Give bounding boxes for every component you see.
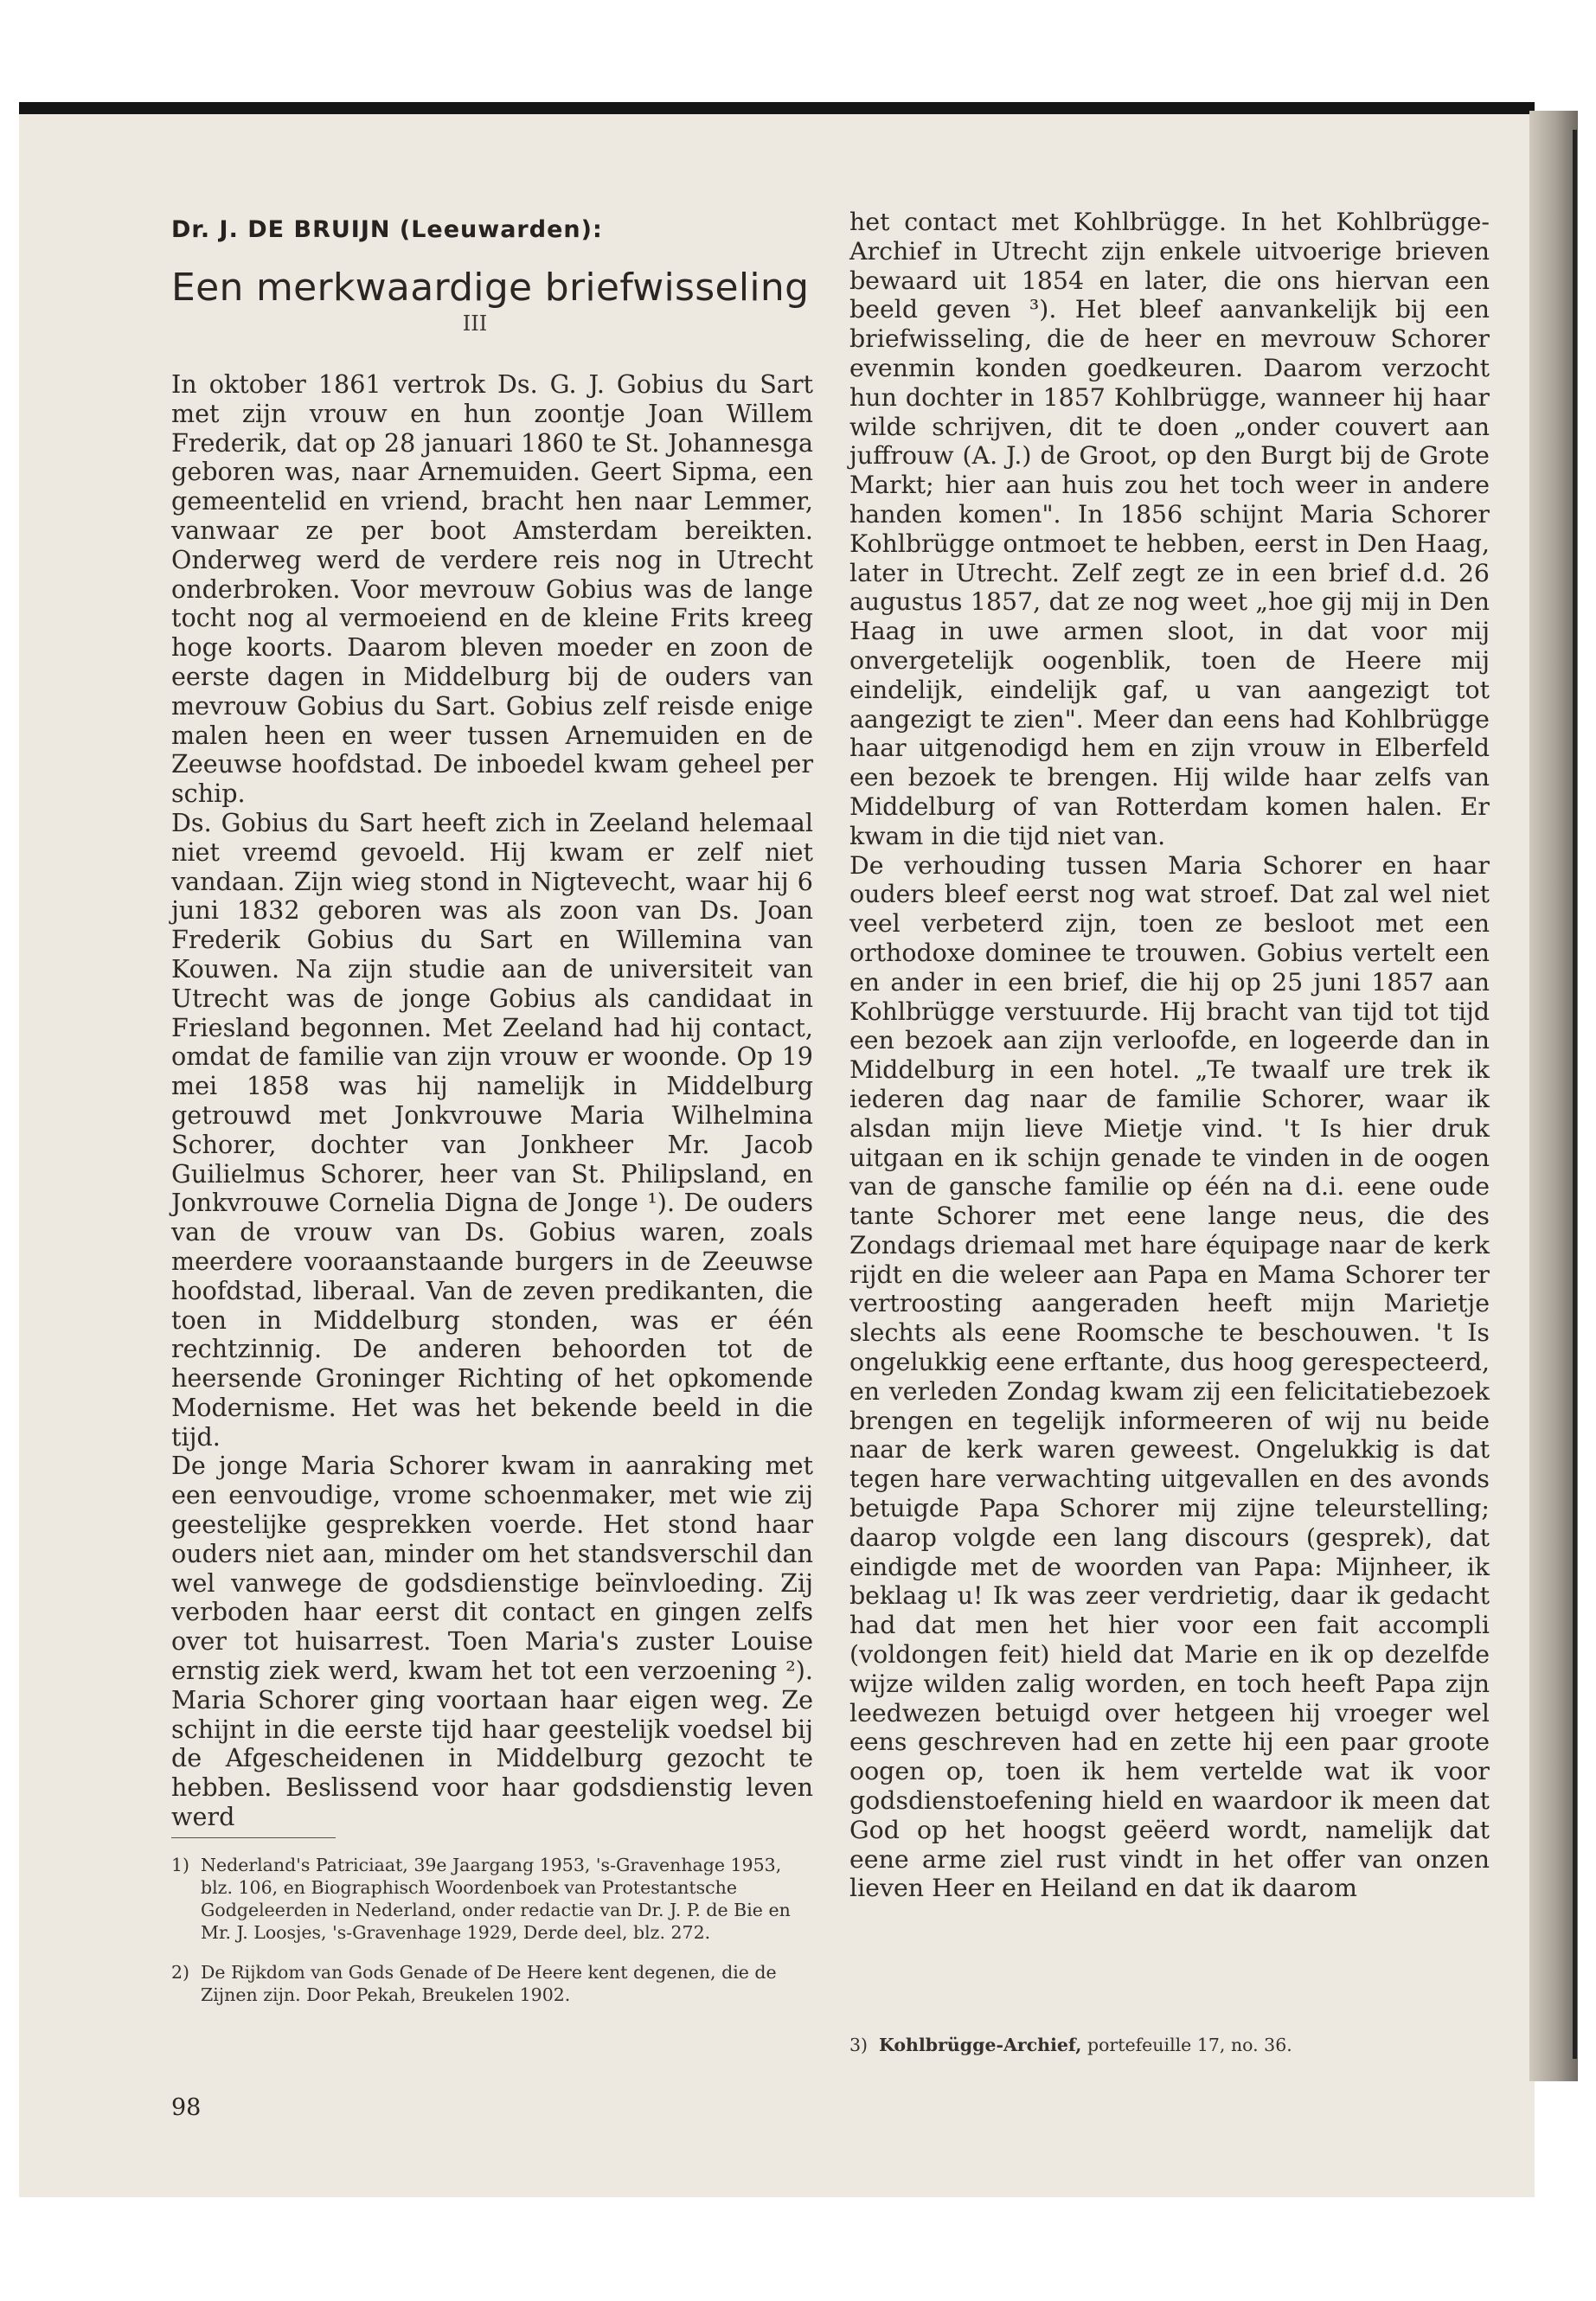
footnote-text bbox=[879, 2035, 1490, 2055]
footnote-text: Nederland's Patriciaat, 39e Jaargang 1953, 's-Gravenhage 1953, blz. 106, en Biographisch Woordenboek van Protestantsche Godgeleerden in Nederland, onder redactie van Dr. J. P. de Bie en Mr. J. Loosjes, 's-Gravenhage 1929, Derde deel, blz. 272. bbox=[201, 1854, 791, 1943]
footnote-number: 2) bbox=[171, 1961, 190, 1983]
footnotes bbox=[171, 1854, 813, 2006]
page-edge bbox=[1529, 111, 1578, 2081]
right-body bbox=[849, 208, 1490, 1903]
article-author: Dr. J. DE BRUIJN (Leeuwarden): bbox=[171, 216, 603, 243]
paragraph: De verhouding tussen Maria Schorer en haar ouders bleef eerst nog wat stroef. Dat zal wel niet veel verbeterd zijn, toen ze besloot met een orthodoxe dominee te trouwen. Gobius vertelt een en ander in een brief, die hij op 25 juni 1857 aan Kohlbrügge verstuurde. Hij bracht van tijd tot tijd een bezoek aan zijn verloofde, en logeerde dan in Middelburg in een hotel. „Te twaalf ure trek ik iederen dag naar de familie Schorer, waar ik alsdan mijn lieve Mietje vind. 't Is hier druk uitgaan en ik schijn genade te vinden in de oogen van de gansche familie op één na d.i. eene oude tante Schorer met eene lange neus, die des Zondags driemaal met hare équipage naar de kerk rijdt en die weleer aan Papa en Mama Schorer ter vertroosting aangeraden heeft mijn Marietje slechts als eene Roomsche te beschouwen. 't Is ongelukkig eene erftante, dus hoog gerespecteerd, en verleden Zondag kwam zij een felicitatiebezoek brengen en tegelijk informeeren of wij nu beide naar de kerk waren geweest. Ongelukkig is dat tegen hare verwachting uitgevallen en des avonds betuigde Papa Schorer mij zijne teleurstelling; daarop volgde een lang discours (gesprek), dat eindigde met de woorden van Papa: Mijnheer, ik beklaag u! Ik was zeer verdrietig, daar ik gedacht had dat men het hier voor een fait accompli (voldongen feit) hield dat Marie en ik op dezelfde wijze wilden zalig worden, en toch heeft Papa zijn leedwezen betuigd over hetgeen hij vroeger wel eens geschreven had en zette hij een paar groote oogen op, toen ik hem vertelde wat ik voor godsdienstoefening hield en waardoor ik meen dat God op het hoogst geëerd wordt, namelijk dat eene arme ziel rust vindt in het offer van onzen lieven Heer en Heiland en dat ik daarom bbox=[849, 850, 1490, 1903]
footnote bbox=[849, 2035, 1490, 2055]
paragraph: Ds. Gobius du Sart heeft zich in Zeeland helemaal niet vreemd gevoeld. Hij kwam er zelf niet vandaan. Zijn wieg stond in Nigtevecht, waar hij 6 juni 1832 geboren was als zoon van Ds. Joan Frederik Gobius du Sart en Willemina van Kouwen. Na zijn studie aan de universiteit van Utrecht was de jonge Gobius als candidaat in Friesland begonnen. Met Zeeland had hij contact, omdat de familie van zijn vrouw er woonde. Op 19 mei 1858 was hij namelijk in Middelburg getrouwd met Jonkvrouwe Maria Wilhelmina Schorer, dochter van Jonkheer Mr. Jacob Guilielmus Schorer, heer van St. Philipsland, en Jonkvrouwe Cornelia Digna de Jonge ¹). De ouders van de vrouw van Ds. Gobius waren, zoals meerdere vooraanstaande burgers in de Zeeuwse hoofdstad, liberaal. Van de zeven predikanten, die toen in Middelburg stonden, was er één rechtzinnig. De anderen behoorden tot de heersende Groninger Richting of het opkomende Modernisme. Het was het bekende beeld in die tijd. bbox=[171, 807, 813, 1452]
article-title: Een merkwaardige briefwisseling bbox=[171, 266, 810, 310]
paragraph: De jonge Maria Schorer kwam in aanraking met een eenvoudige, vrome schoenmaker, met wie zij geestelijke gesprekken voerde. Het stond haar ouders niet aan, minder om het standsverschil dan wel vanwege de godsdienstige beïnvloeding. Zij verboden haar eerst dit contact en gingen zelfs over tot huisarrest. Toen Maria's zuster Louise ernstig ziek werd, kwam het tot een verzoening ²). Maria Schorer ging voortaan haar eigen weg. Ze schijnt in die eerste tijd haar geestelijk voedsel bij de Afgescheidenen in Middelburg gezocht te hebben. Beslissend voor haar godsdienstig leven werd bbox=[171, 1451, 813, 1832]
footnote-text: De Rijkdom van Gods Genade of De Heere kent degenen, die de Zijnen zijn. Door Pekah, Breukelen 1902. bbox=[201, 1961, 777, 2005]
footnote bbox=[171, 1961, 813, 2006]
page-number: 98 bbox=[171, 2094, 202, 2121]
article-part: III bbox=[462, 311, 488, 336]
footnote bbox=[171, 1854, 813, 1944]
footnote-detail: portefeuille 17, no. 36. bbox=[1086, 2035, 1292, 2055]
paragraph: In oktober 1861 vertrok Ds. G. J. Gobius du Sart met zijn vrouw en hun zoontje Joan Willem Frederik, dat op 28 januari 1860 te St. Johannesga geboren was, naar Arnemuiden. Geert Sipma, een gemeentelid en vriend, bracht hen naar Lemmer, vanwaar ze per boot Amsterdam bereikten. Onderweg werd de verdere reis nog in Utrecht onderbroken. Voor mevrouw Gobius was de lange tocht nog al vermoeiend en de kleine Frits kreeg hoge koorts. Daarom bleven moeder en zoon de eerste dagen in Middelburg bij de ouders van mevrouw Gobius du Sart. Gobius zelf reisde enige malen heen en weer tussen Arnemuiden en de Zeeuwse hoofdstad. De inboedel kwam geheel per schip. bbox=[171, 369, 813, 809]
footnote-number: 1) bbox=[171, 1854, 190, 1875]
page-edge-shadow bbox=[1573, 130, 1577, 2059]
left-body bbox=[171, 370, 813, 1832]
footnote-source: Kohlbrügge-Archief, bbox=[879, 2035, 1082, 2055]
footnote-number: 3) bbox=[849, 2035, 869, 2055]
right-column bbox=[849, 208, 1490, 1903]
footnote-divider bbox=[171, 1837, 336, 1838]
left-column bbox=[171, 208, 813, 2023]
paragraph: het contact met Kohlbrügge. In het Kohlbrügge-Archief in Utrecht zijn enkele uitvoerige brieven bewaard uit 1854 en later, die ons hiervan een beeld geven ³). Het bleef aanvankelijk bij een briefwisseling, die de heer en mevrouw Schorer evenmin konden goedkeuren. Daarom verzocht hun dochter in 1857 Kohlbrügge, wanneer hij haar wilde schrijven, dit te doen „onder couvert aan juffrouw (A. J.) de Groot, op den Burgt bij de Grote Markt; hier aan huis zou het toch weer in andere handen komen". In 1856 schijnt Maria Schorer Kohlbrügge ontmoet te hebben, eerst in Den Haag, later in Utrecht. Zelf zegt ze in een brief d.d. 26 augustus 1857, dat ze nog weet „hoe gij mij in Den Haag in uwe armen sloot, in dat voor mij onvergetelijk oogenblik, toen de Heere mij eindelijk, eindelijk gaf, u van aangezigt tot aangezigt te zien". Meer dan eens had Kohlbrügge haar uitgenodigd hem en zijn vrouw in Elberfeld een bezoek te brengen. Hij wilde haar zelfs van Middelburg of van Rotterdam komen halen. Er kwam in die tijd niet van. bbox=[849, 208, 1490, 850]
